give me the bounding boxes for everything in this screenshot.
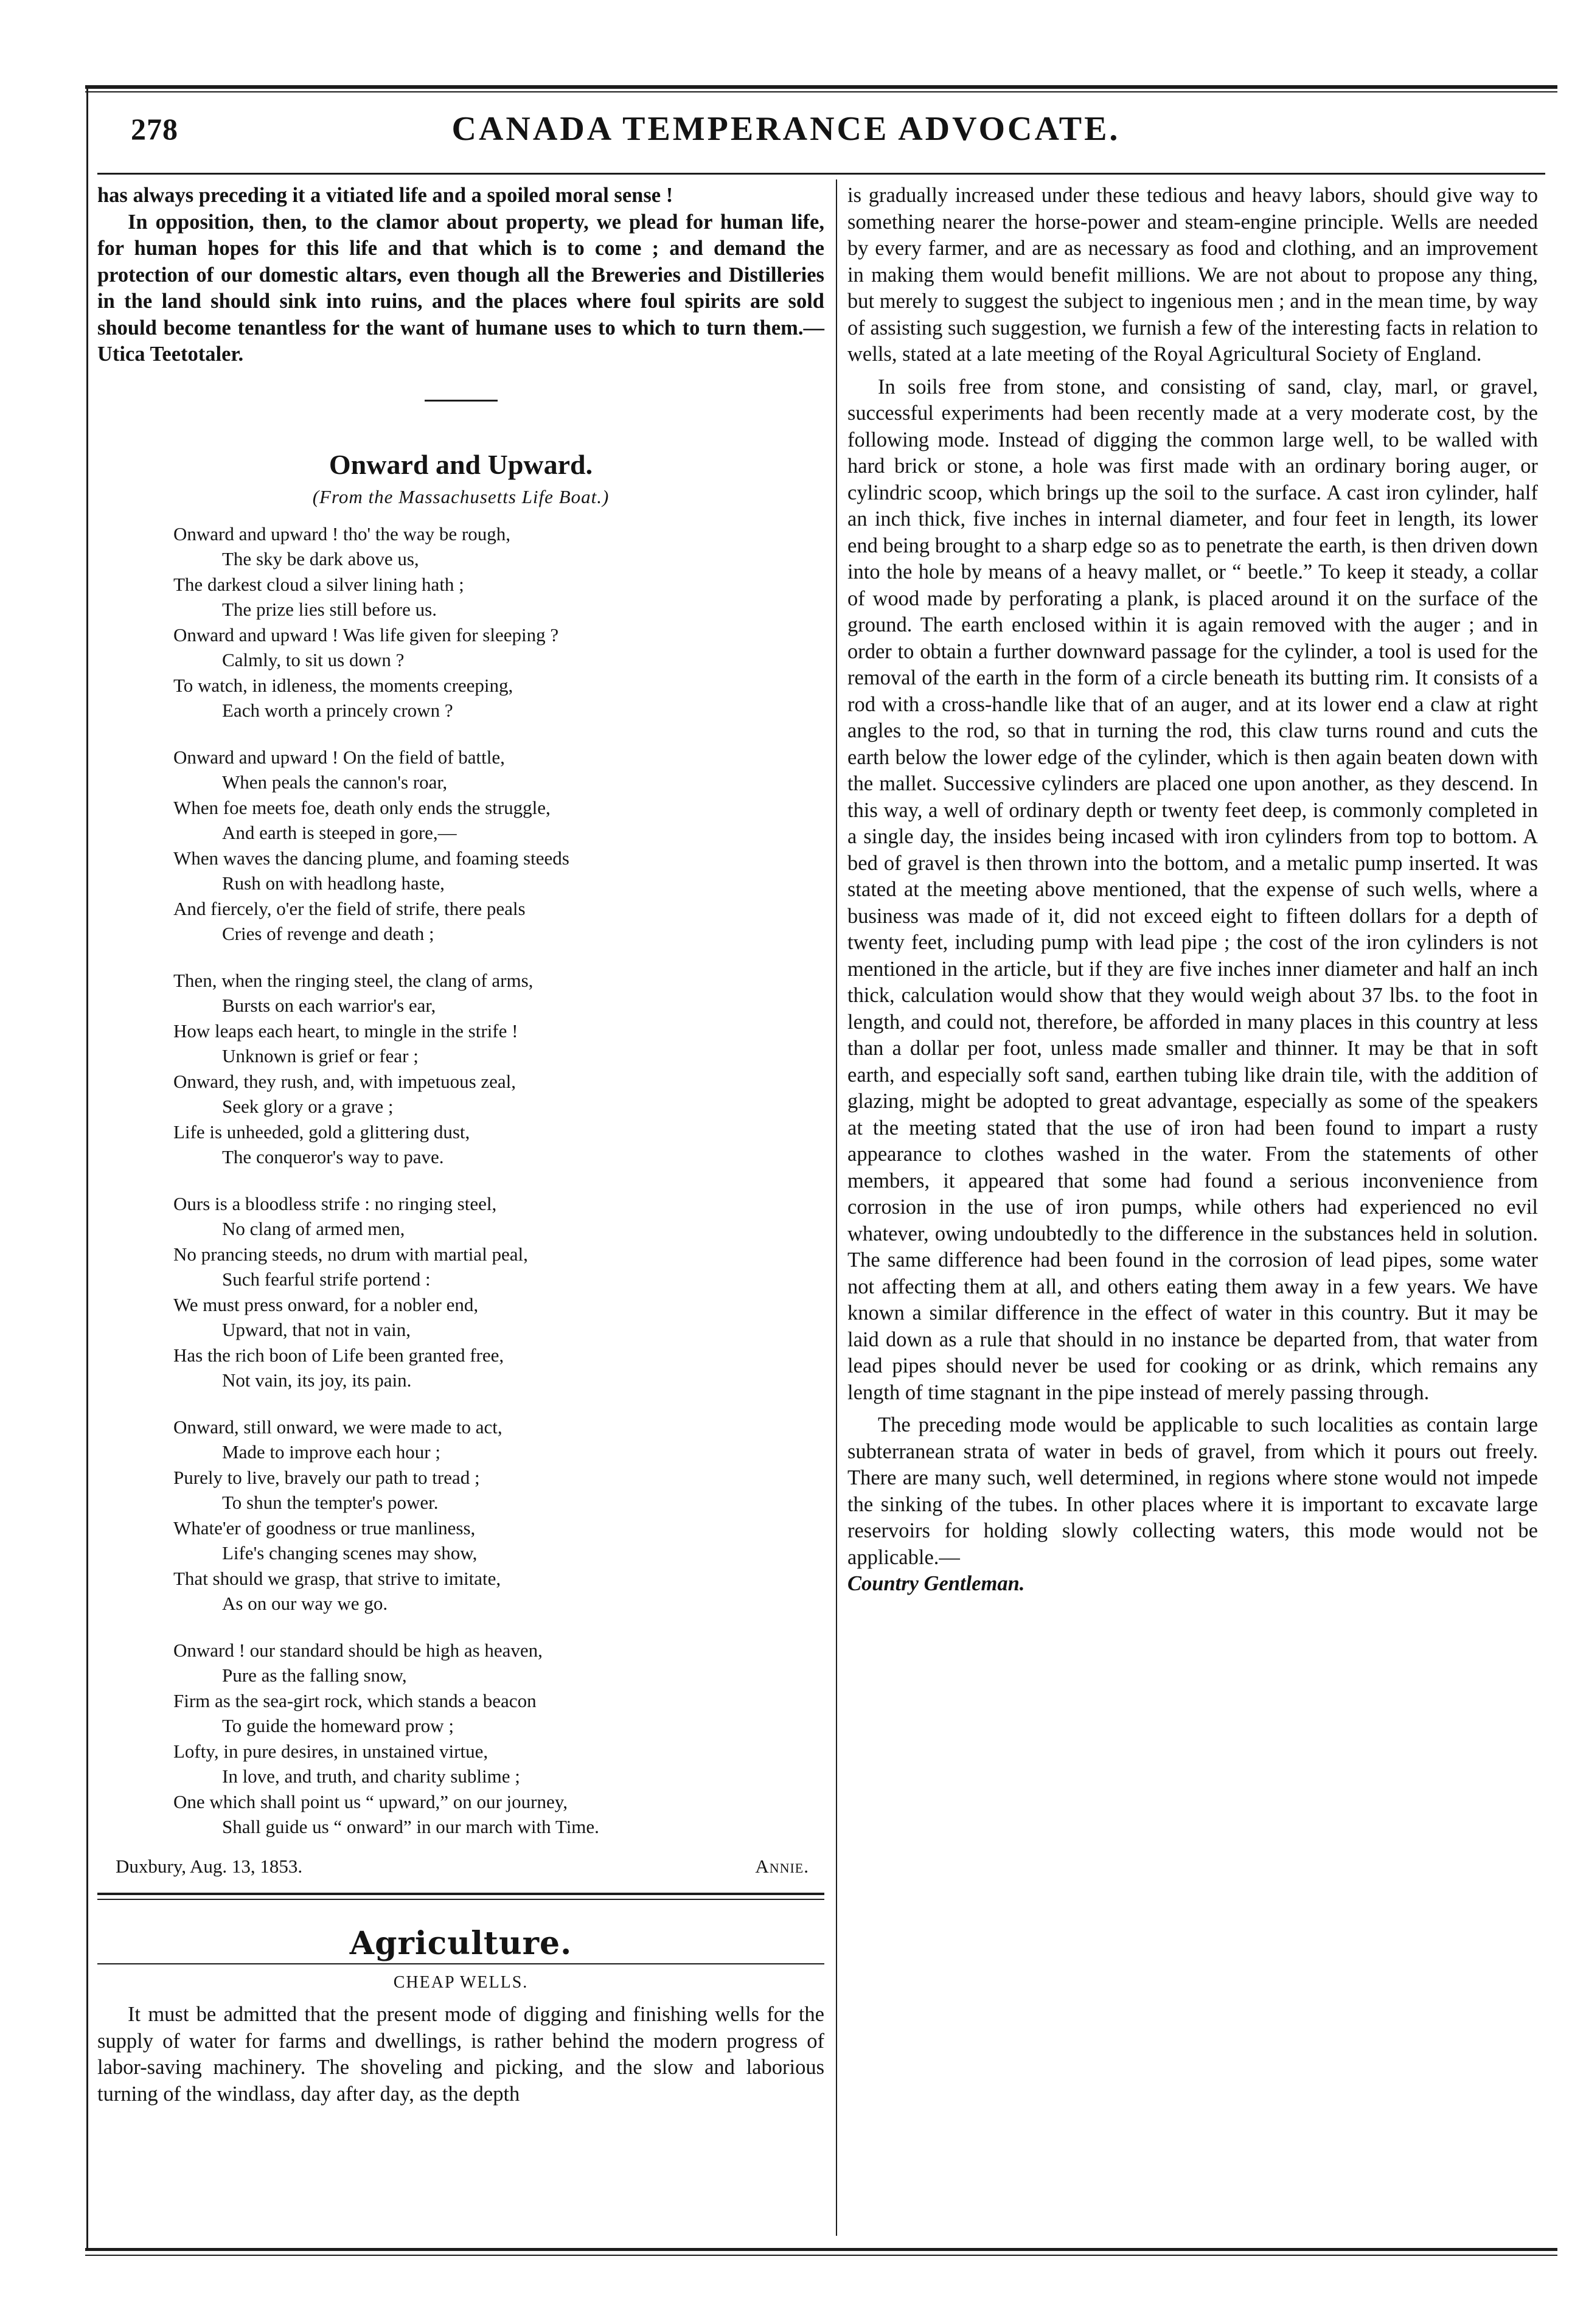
poem-line: How leaps each heart, to mingle in the strife !: [173, 1020, 518, 1042]
poem-line: Onward, still onward, we were made to act,: [173, 1416, 503, 1438]
poem-line: That should we grasp, that strive to imitate,: [173, 1567, 501, 1589]
poem-line: Life's changing scenes may show,: [222, 1542, 478, 1564]
top-border: [85, 85, 1557, 89]
poem-line: Onward and upward ! Was life given for sleeping ?: [173, 624, 559, 645]
poem-line: In love, and truth, and charity sublime ;: [222, 1766, 520, 1787]
poem-line: One which shall point us “ upward,” on our journey,: [173, 1790, 568, 1812]
poem-line: Onward and upward ! On the field of battle,: [173, 746, 505, 768]
poem-line: Has the rich boon of Life been granted free,: [173, 1344, 504, 1366]
poem-place-date: Duxbury, Aug. 13, 1853.: [116, 1855, 303, 1877]
page-number: 278: [131, 112, 178, 146]
poem-line: The conqueror's way to pave.: [222, 1146, 444, 1167]
poem-line: Onward ! our standard should be high as heaven,: [173, 1639, 543, 1661]
poem-author: Annie.: [755, 1855, 809, 1877]
article-paragraph: It must be admitted that the present mode of digging and finishing wells for the supply of water for farms and dwellings, is rather behind the modern progress of labor-saving machinery. The shoveling and picking, and the slow and laborious turning of the windlass, day after day, as the depth: [97, 2003, 824, 2106]
poem-line: Life is unheeded, gold a glittering dust,: [173, 1121, 470, 1143]
poem-line: Onward, they rush, and, with impetuous zeal,: [173, 1070, 516, 1092]
poem-line: Calmly, to sit us down ?: [222, 649, 405, 670]
poem-line: Seek glory or a grave ;: [222, 1096, 394, 1117]
article-paragraph: The preceding mode would be applicable to such localities as contain large subterranean strata of water in beds of gravel, from which it pours out freely. There are many such, well determined, in regions where stone would not impede the sinking of the tubes. In other places where it is important to excavate large reservoirs for holding slowly collecting waters, this mode would not be applicable.—: [847, 1413, 1538, 1569]
poem-line: Pure as the falling snow,: [222, 1665, 407, 1686]
left-border: [86, 85, 88, 2251]
section-divider: [425, 400, 498, 402]
poem-line: The darkest cloud a silver lining hath ;: [173, 573, 464, 595]
poem-line: No prancing steeds, no drum with martial peal,: [173, 1243, 528, 1265]
poem-line: When foe meets foe, death only ends the struggle,: [173, 796, 551, 818]
poem-line: The prize lies still before us.: [222, 599, 437, 620]
poem-line: Whate'er of goodness or true manliness,: [173, 1517, 476, 1539]
poem-stanza: [173, 1638, 824, 1840]
poem-line: Rush on with headlong haste,: [222, 872, 445, 894]
poem-stanza: [173, 745, 824, 947]
section-underline: [97, 1963, 824, 1964]
poem-line: And fiercely, o'er the field of strife, there peals: [173, 897, 526, 919]
poem-line: Made to improve each hour ;: [222, 1441, 440, 1463]
bottom-border-thin: [85, 2255, 1557, 2256]
poem-title: Onward and Upward.: [329, 448, 593, 480]
poem-stanza: [173, 1191, 824, 1393]
poem-line: Bursts on each warrior's ear,: [222, 995, 436, 1016]
poem-line: Each worth a princely crown ?: [222, 700, 453, 721]
poem-line: Firm as the sea-girt rock, which stands a beacon: [173, 1689, 537, 1711]
column-divider: [836, 179, 837, 2236]
poem-line: We must press onward, for a nobler end,: [173, 1293, 479, 1315]
article-paragraph: In soils free from stone, and consisting of sand, clay, marl, or gravel, successful experiments had been recently made at a very moderate cost, by the following mode. Instead of digging the common large well, to be walled with hard brick or stone, a hole was first made with an ordinary boring auger, or cylindric scoop, which brings up the soil to the surface. A cast iron cylinder, half an inch thick, five inches in internal diameter, and four feet in length, its lower end being brought to a sharp edge so as to penetrate the earth, is then driven down into the hole by means of a heavy mallet, or “ beetle.” To keep it steady, a collar of wood made by perforating a plank, is placed around it on the surface of the ground. The earth enclosed within it is again removed with the auger ; and in order to obtain a further downward passage for the cylinder, a tool is used for the removal of the earth in the form of a circle beneath its butting rim. It consists of a rod with a cross-handle like that of an auger, and at its lower end a claw at right angles to the rod, so that in turning the rod, this claw turns round and cuts the earth below the lower edge of the cylinder, which is then again beaten down with the mallet. Successive cylinders are placed one upon another, as they descend. In this way, a well of ordinary depth or twenty feet deep, is commonly completed in a single day, the insides being incased with iron cylinders from top to bottom. A bed of gravel is then thrown into the bottom, and a metalic pump inserted. It was stated at the meeting above mentioned, that the expense of such wells, where a business was made of it, did not exceed eight to fifteen dollars for a depth of twenty feet, including pump with lead pipe ; the cost of the iron cylinders is not mentioned in the article, but if they are five inches inner diameter and half an inch thick, calculation would show that they would weigh about 37 lbs. to the foot in length, and could not, therefore, be afforded in many places in this country at less than a dollar per foot, unless made smaller and thinner. It may be that in soft earth, and especially soft sand, earthen tubing like drain tile, with the addition of glazing, might be adopted to great advantage, especially as some of the speakers at the meeting stated that the use of iron had been found to impart a rusty appearance to clothes washed in the water. From the statements of other members, it appeared that some had found a serious inconvenience from corrosion in the use of iron pumps, while others had experienced no evil whatever, owing undoubtedly to the difference in the substances held in solution. The same difference had been found in the corrosion of lead pipes, some water not affecting them at all, and others eating them away in a few years. We have known a similar difference in the effect of water in this country. But it may be laid down as a rule that should in no instance be departed from, that water from lead pipes should never be used for cooking or as drink, which remains any length of time stagnant in the pipe instead of merely passing through.: [847, 375, 1538, 1404]
poem-line: To guide the homeward prow ;: [222, 1715, 454, 1736]
poem-source: (From the Massachusetts Life Boat.): [312, 486, 610, 507]
intro-paragraph: In opposition, then, to the clamor about property, we plead for human life, for human hopes for this life and that which is to come ; and demand the protection of our domestic altars, even though all the Breweries and Distilleries in the land should sink into ruins, and the places where foul spirits are sold should become tenantless for the want of humane uses to which to turn them.—Utica Teetotaler.: [97, 210, 824, 366]
poem-line: When waves the dancing plume, and foaming steeds: [173, 847, 569, 869]
masthead-title: CANADA TEMPERANCE ADVOCATE.: [451, 110, 1121, 148]
article-title: CHEAP WELLS.: [393, 1972, 529, 1992]
poem-line: Onward and upward ! tho' the way be rough,: [173, 523, 510, 544]
intro-paragraph: has always preceding it a vitiated life and a spoiled moral sense !: [97, 184, 673, 207]
double-rule: [97, 1893, 824, 1900]
article-paragraph: is gradually increased under these tedious and heavy labors, should give way to something nearer the horse-power and steam-engine principle. Wells are needed by every farmer, and are as necessary as food and clothing, and an improvement in making them would benefit millions. We are not about to propose any thing, but merely to suggest the subject to ingenious men ; and in the mean time, by way of assisting such suggestion, we furnish a few of the interesting facts in relation to wells, stated at a late meeting of the Royal Agricultural Society of England.: [847, 184, 1538, 366]
right-column: [847, 183, 1538, 1598]
poem-stanza: [173, 968, 824, 1170]
poem-stanza: [173, 521, 824, 723]
top-border-thin: [85, 91, 1557, 92]
bottom-border: [85, 2248, 1557, 2251]
poem-signature: [97, 1853, 824, 1880]
poem-line: Then, when the ringing steel, the clang of arms,: [173, 969, 534, 991]
poem-line: Cries of revenge and death ;: [222, 923, 434, 944]
header-rule: [97, 173, 1545, 175]
section-title: Agriculture.: [349, 1925, 572, 1962]
poem-line: Not vain, its joy, its pain.: [222, 1369, 412, 1391]
poem-line: To watch, in idleness, the moments creeping,: [173, 674, 513, 696]
poem-line: Purely to live, bravely our path to tread ;: [173, 1466, 480, 1488]
poem-line: The sky be dark above us,: [222, 548, 419, 569]
poem-line: As on our way we go.: [222, 1593, 388, 1614]
poem-line: Upward, that not in vain,: [222, 1319, 411, 1340]
poem-line: And earth is steeped in gore,—: [222, 822, 457, 843]
poem-line: Shall guide us “ onward” in our march with Time.: [222, 1816, 599, 1837]
left-column: [97, 183, 824, 2107]
poem-line: Such fearful strife portend :: [222, 1268, 431, 1290]
poem-line: No clang of armed men,: [222, 1218, 405, 1239]
poem-line: Ours is a bloodless strife : no ringing steel,: [173, 1192, 497, 1214]
poem-line: To shun the tempter's power.: [222, 1492, 439, 1513]
article-attribution: Country Gentleman.: [847, 1572, 1025, 1595]
poem-line: Unknown is grief or fear ;: [222, 1045, 419, 1066]
poem-stanza: [173, 1414, 824, 1616]
poem-line: When peals the cannon's roar,: [222, 771, 448, 793]
poem-line: Lofty, in pure desires, in unstained virtue,: [173, 1740, 489, 1762]
